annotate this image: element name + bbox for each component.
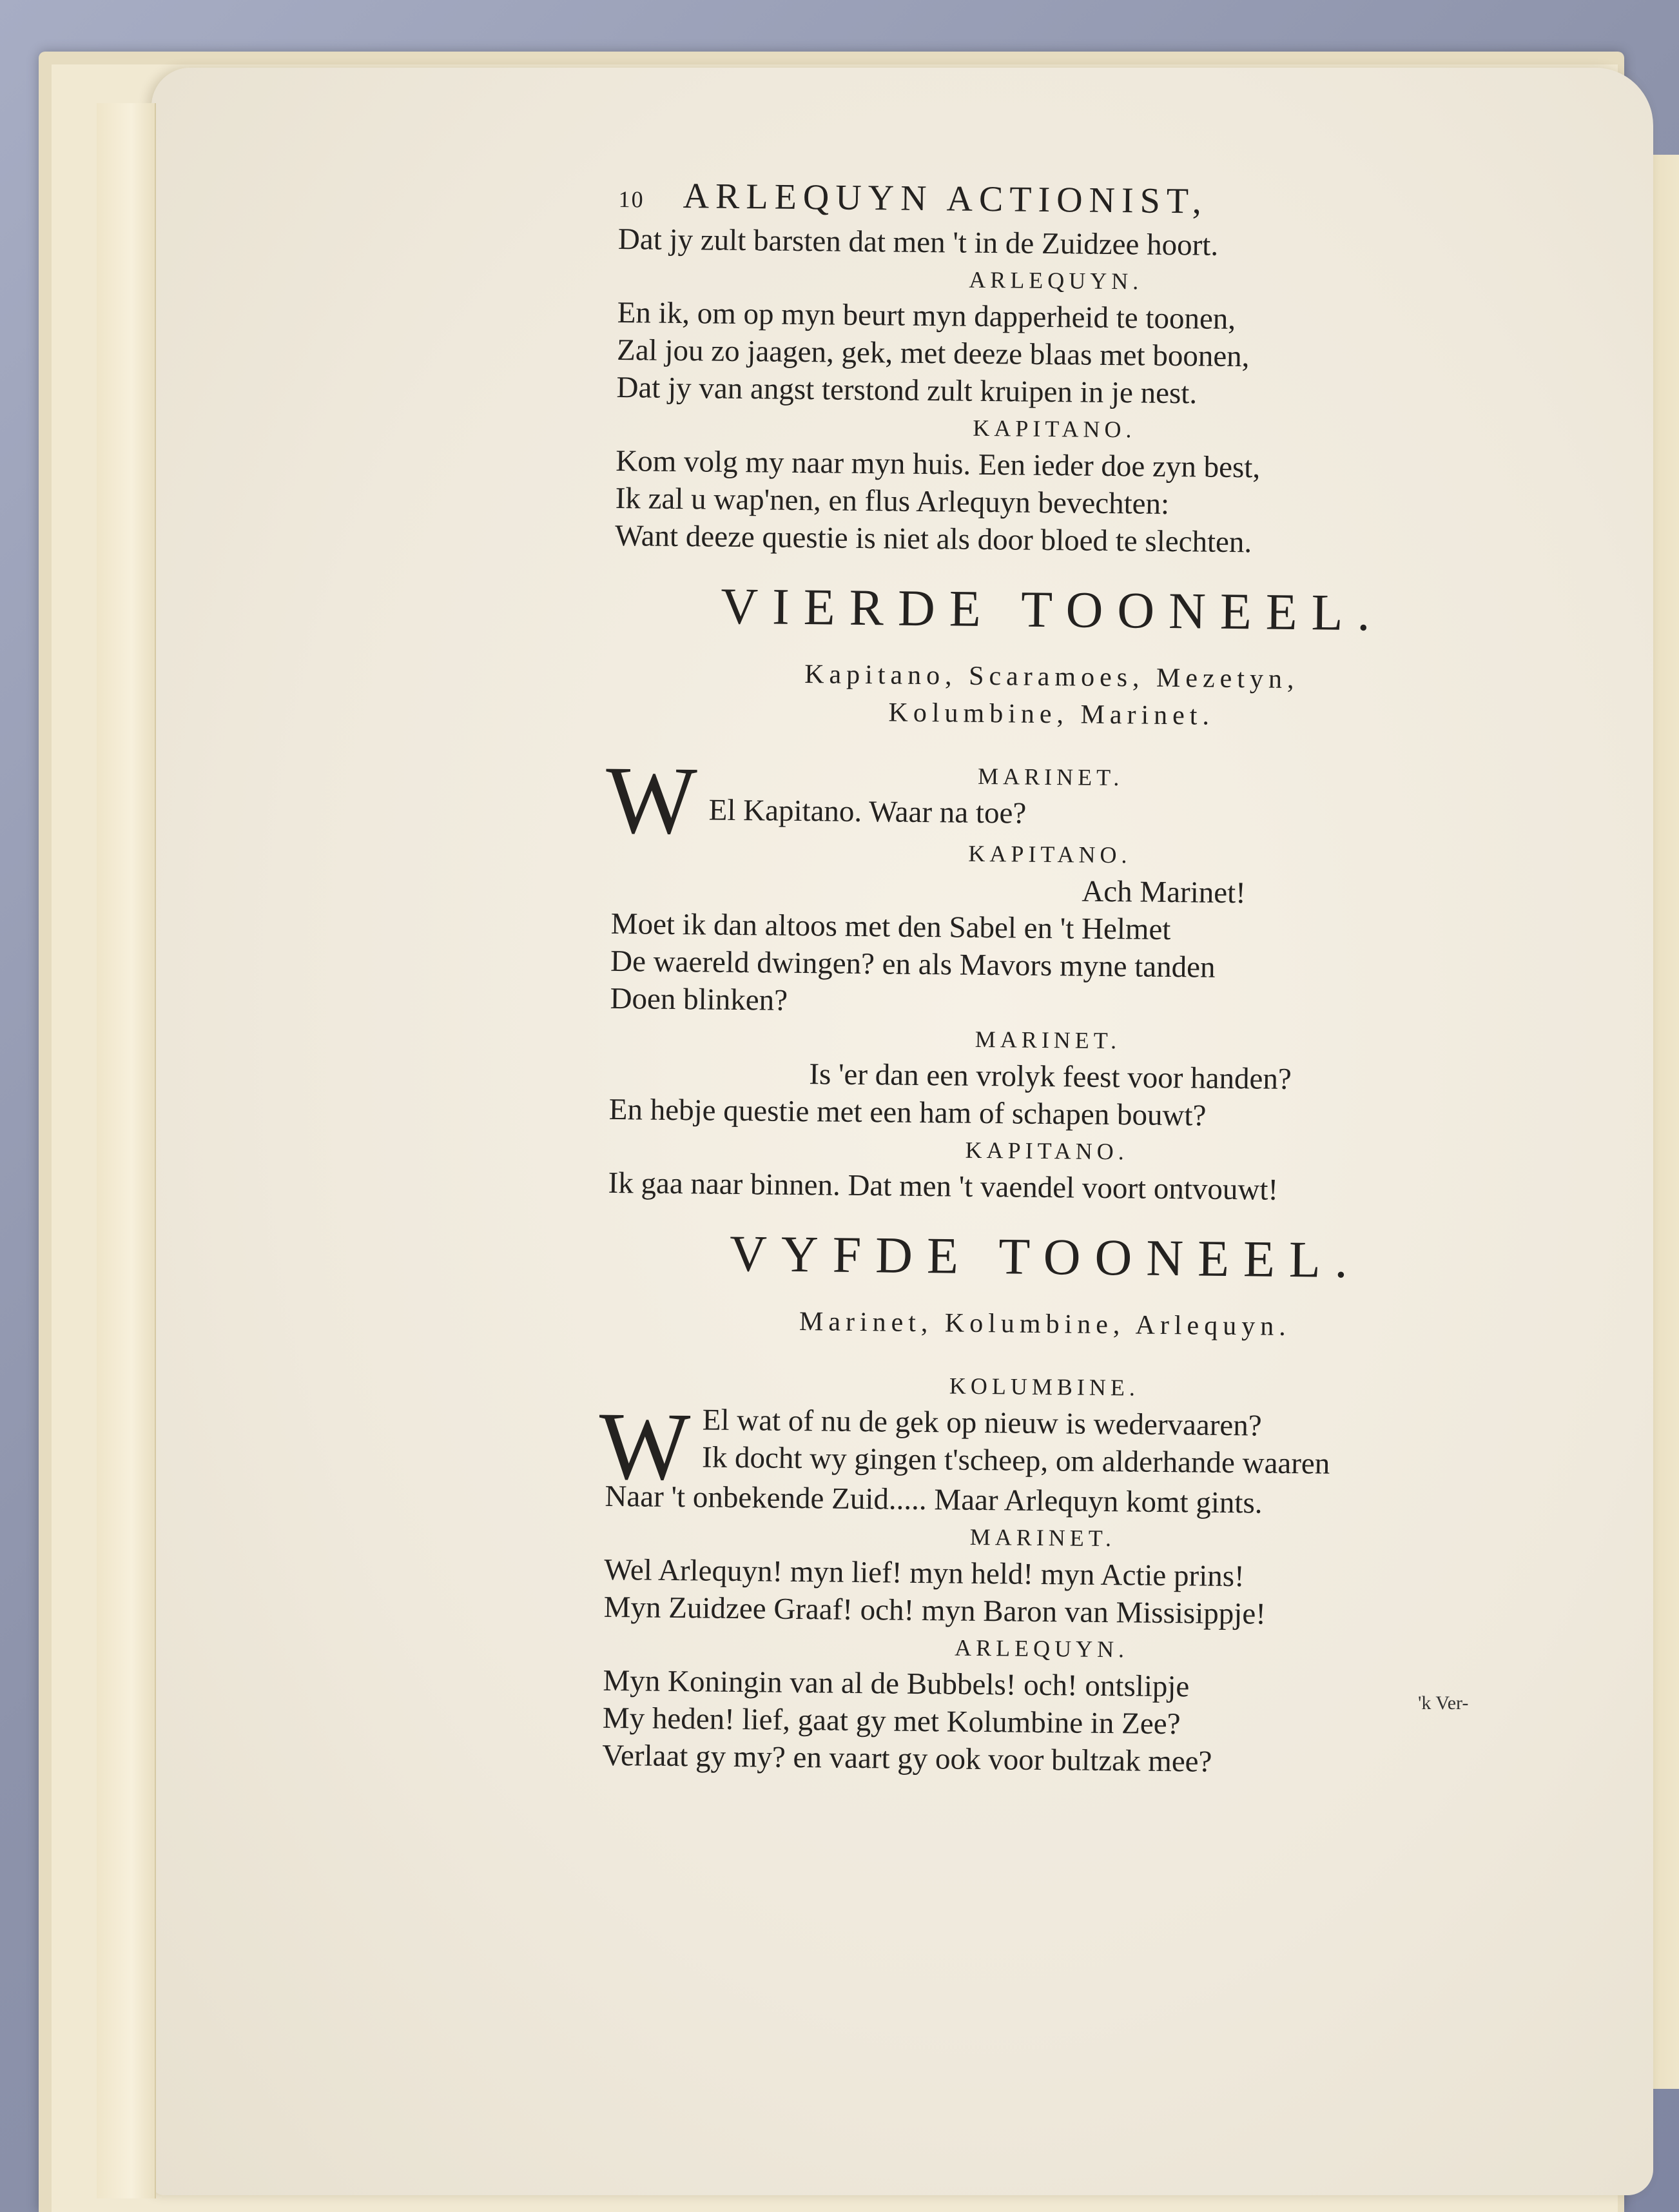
catchword: 'k Ver-	[1418, 1692, 1469, 1714]
page-number: 10	[618, 186, 645, 213]
verse-line: Dat jy van angst terstond zult kruipen in je nest.	[616, 370, 1198, 411]
verse-line: El wat of nu de gek op nieuw is wedervaaren?	[702, 1403, 1262, 1443]
speaker-name: MARINET.	[977, 763, 1124, 791]
verse-line: Naar 't onbekende Zuid..... Maar Arlequyn komt gints.	[605, 1479, 1263, 1520]
verse-line: Is 'er dan een vrolyk feest voor handen?	[809, 1057, 1292, 1097]
speaker-name: KOLUMBINE.	[949, 1373, 1140, 1401]
verse-line: My heden! lief, gaat gy met Kolumbine in Zee?	[602, 1701, 1181, 1741]
verse-line: Ik gaa naar binnen. Dat men 't vaendel voort ontvouwt!	[608, 1166, 1279, 1207]
page-text	[598, 174, 1495, 1783]
speaker-name: MARINET.	[975, 1026, 1121, 1054]
verse-line: Doen blinken?	[610, 981, 788, 1017]
verse-line: Kom volg my naar myn huis. Een ieder doe zyn best,	[616, 444, 1261, 485]
speaker-name: ARLEQUYN.	[954, 1634, 1129, 1663]
speaker-name: MARINET.	[969, 1523, 1116, 1552]
verse-line: Ach Marinet!	[1082, 874, 1247, 910]
verse-line: Ik docht wy gingen t'scheep, om alderhande waaren	[701, 1440, 1330, 1481]
verse-line: De waereld dwingen? en als Mavors myne tanden	[610, 944, 1216, 984]
book-spine-strip	[97, 103, 156, 2198]
speaker-name: KAPITANO.	[968, 840, 1132, 868]
verse-line: Wel Arlequyn! myn lief! myn held! myn Actie prins!	[604, 1552, 1245, 1594]
verse-line: En hebje questie met een ham of schapen bouwt?	[608, 1092, 1207, 1133]
running-title: ARLEQUYN ACTIONIST,	[683, 176, 1208, 222]
speaker-name: ARLEQUYN.	[969, 266, 1143, 295]
dropcap-block	[605, 746, 1489, 855]
verse-line: Want deeze questie is niet als door bloed te slechten.	[614, 518, 1252, 560]
verse-line: En ik, om op myn beurt myn dapperheid te toonen,	[617, 295, 1236, 337]
speaker-name: KAPITANO.	[965, 1137, 1129, 1165]
speaker-name: KAPITANO.	[973, 415, 1136, 443]
scene-title-vierde: VIERDE TOONEEL.	[720, 578, 1384, 642]
scene-title-vyfde: VYFDE TOONEEL.	[729, 1225, 1363, 1289]
verse-line: Zal jou zo jaagen, gek, met deeze blaas met boonen,	[616, 333, 1250, 374]
verse-line: Myn Zuidzee Graaf! och! myn Baron van Missisippje!	[603, 1590, 1267, 1631]
verse-line: El Kapitano. Waar na toe?	[708, 793, 1027, 830]
dropcap-letter: W	[605, 746, 698, 855]
verse-line: Moet ik dan altoos met den Sabel en 't Helmet	[610, 906, 1171, 947]
verse-line: Ik zal u wap'nen, en flus Arlequyn bevechten:	[615, 481, 1170, 521]
dropcap-letter: W	[598, 1392, 691, 1501]
cast-list: Marinet, Kolumbine, Arlequyn.	[799, 1307, 1291, 1342]
running-head	[618, 174, 1495, 230]
verse-line: Myn Koningin van al de Bubbels! och! ontslipje	[603, 1663, 1190, 1704]
verse-line: Dat jy zult barsten dat men 't in de Zuidzee hoort.	[617, 222, 1219, 262]
verse-line: Verlaat gy my? en vaart gy ook voor bultzak mee?	[602, 1738, 1212, 1779]
cast-list: Kapitano, Scaramoes, Mezetyn,	[804, 660, 1299, 695]
cast-list: Kolumbine, Marinet.	[888, 698, 1215, 731]
